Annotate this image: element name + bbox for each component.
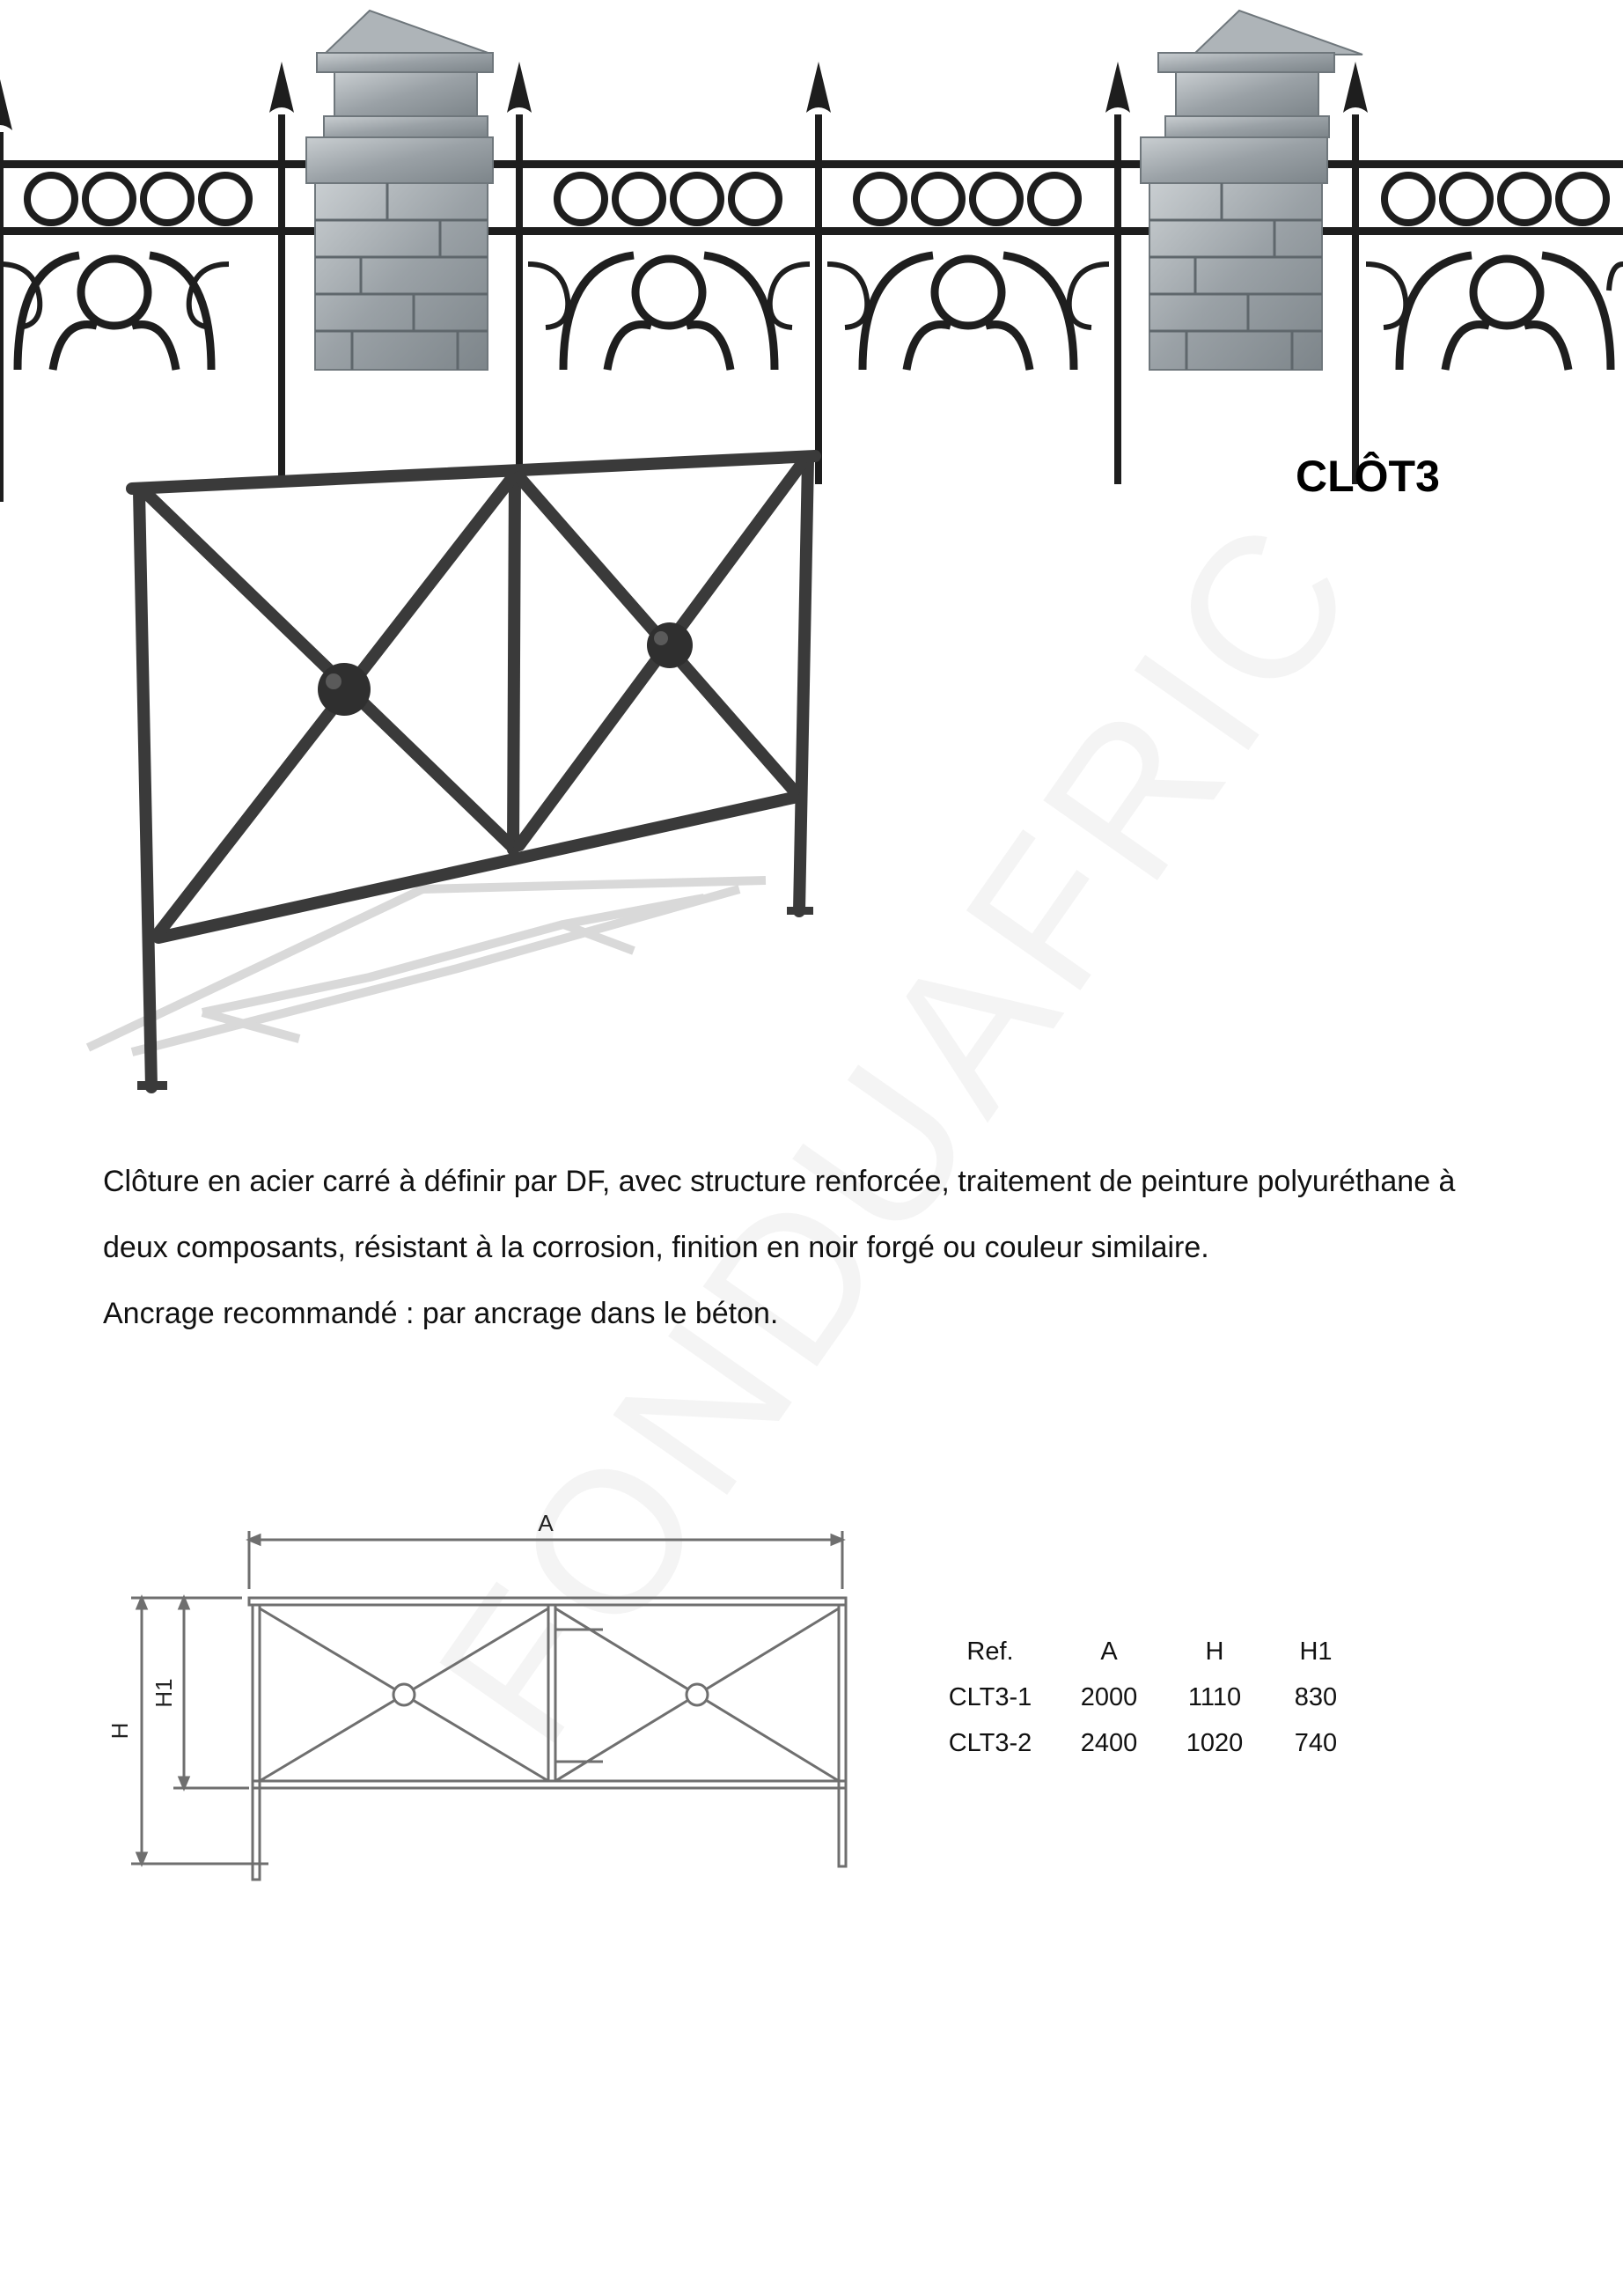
cell-a: 2000 [1080,1683,1138,1711]
table-row [924,1683,1364,1729]
product-description [103,1149,1476,1347]
technical-drawing [106,1501,867,1880]
column-header-h1: H1 [1299,1637,1333,1666]
product-title: CLÔT3 [1296,452,1440,501]
cell-a: 2400 [1080,1729,1138,1757]
description-paragraph: Clôture en acier carré à définir par DF, avec structure renforcée, traitement de peinture polyuréthane à deux composants, résistant à la corrosion, finition en noir forgé ou couleur similaire. [103,1165,1456,1264]
cell-ref: CLT3-1 [948,1683,1032,1711]
header-fence-banner [0,0,1623,370]
dimension-h1-label: H1 [151,1678,177,1708]
cell-h: 1110 [1187,1683,1242,1711]
table-row [924,1729,1364,1775]
cell-h1: 830 [1294,1683,1338,1711]
cell-ref: CLT3-2 [948,1729,1032,1757]
dimension-a-label: A [538,1510,554,1536]
table-header-row [924,1637,1364,1683]
column-header-h: H [1205,1637,1224,1666]
anchoring-note: Ancrage recommandé : par ancrage dans le béton. [103,1297,779,1330]
cell-h: 1020 [1186,1729,1244,1757]
dimensions-table [924,1637,1364,1775]
dimension-h-label: H [106,1722,133,1740]
column-header-ref: Ref. [966,1637,1014,1666]
cell-h1: 740 [1294,1729,1338,1757]
column-header-a: A [1100,1637,1118,1666]
fence-panel-render [70,431,845,1109]
